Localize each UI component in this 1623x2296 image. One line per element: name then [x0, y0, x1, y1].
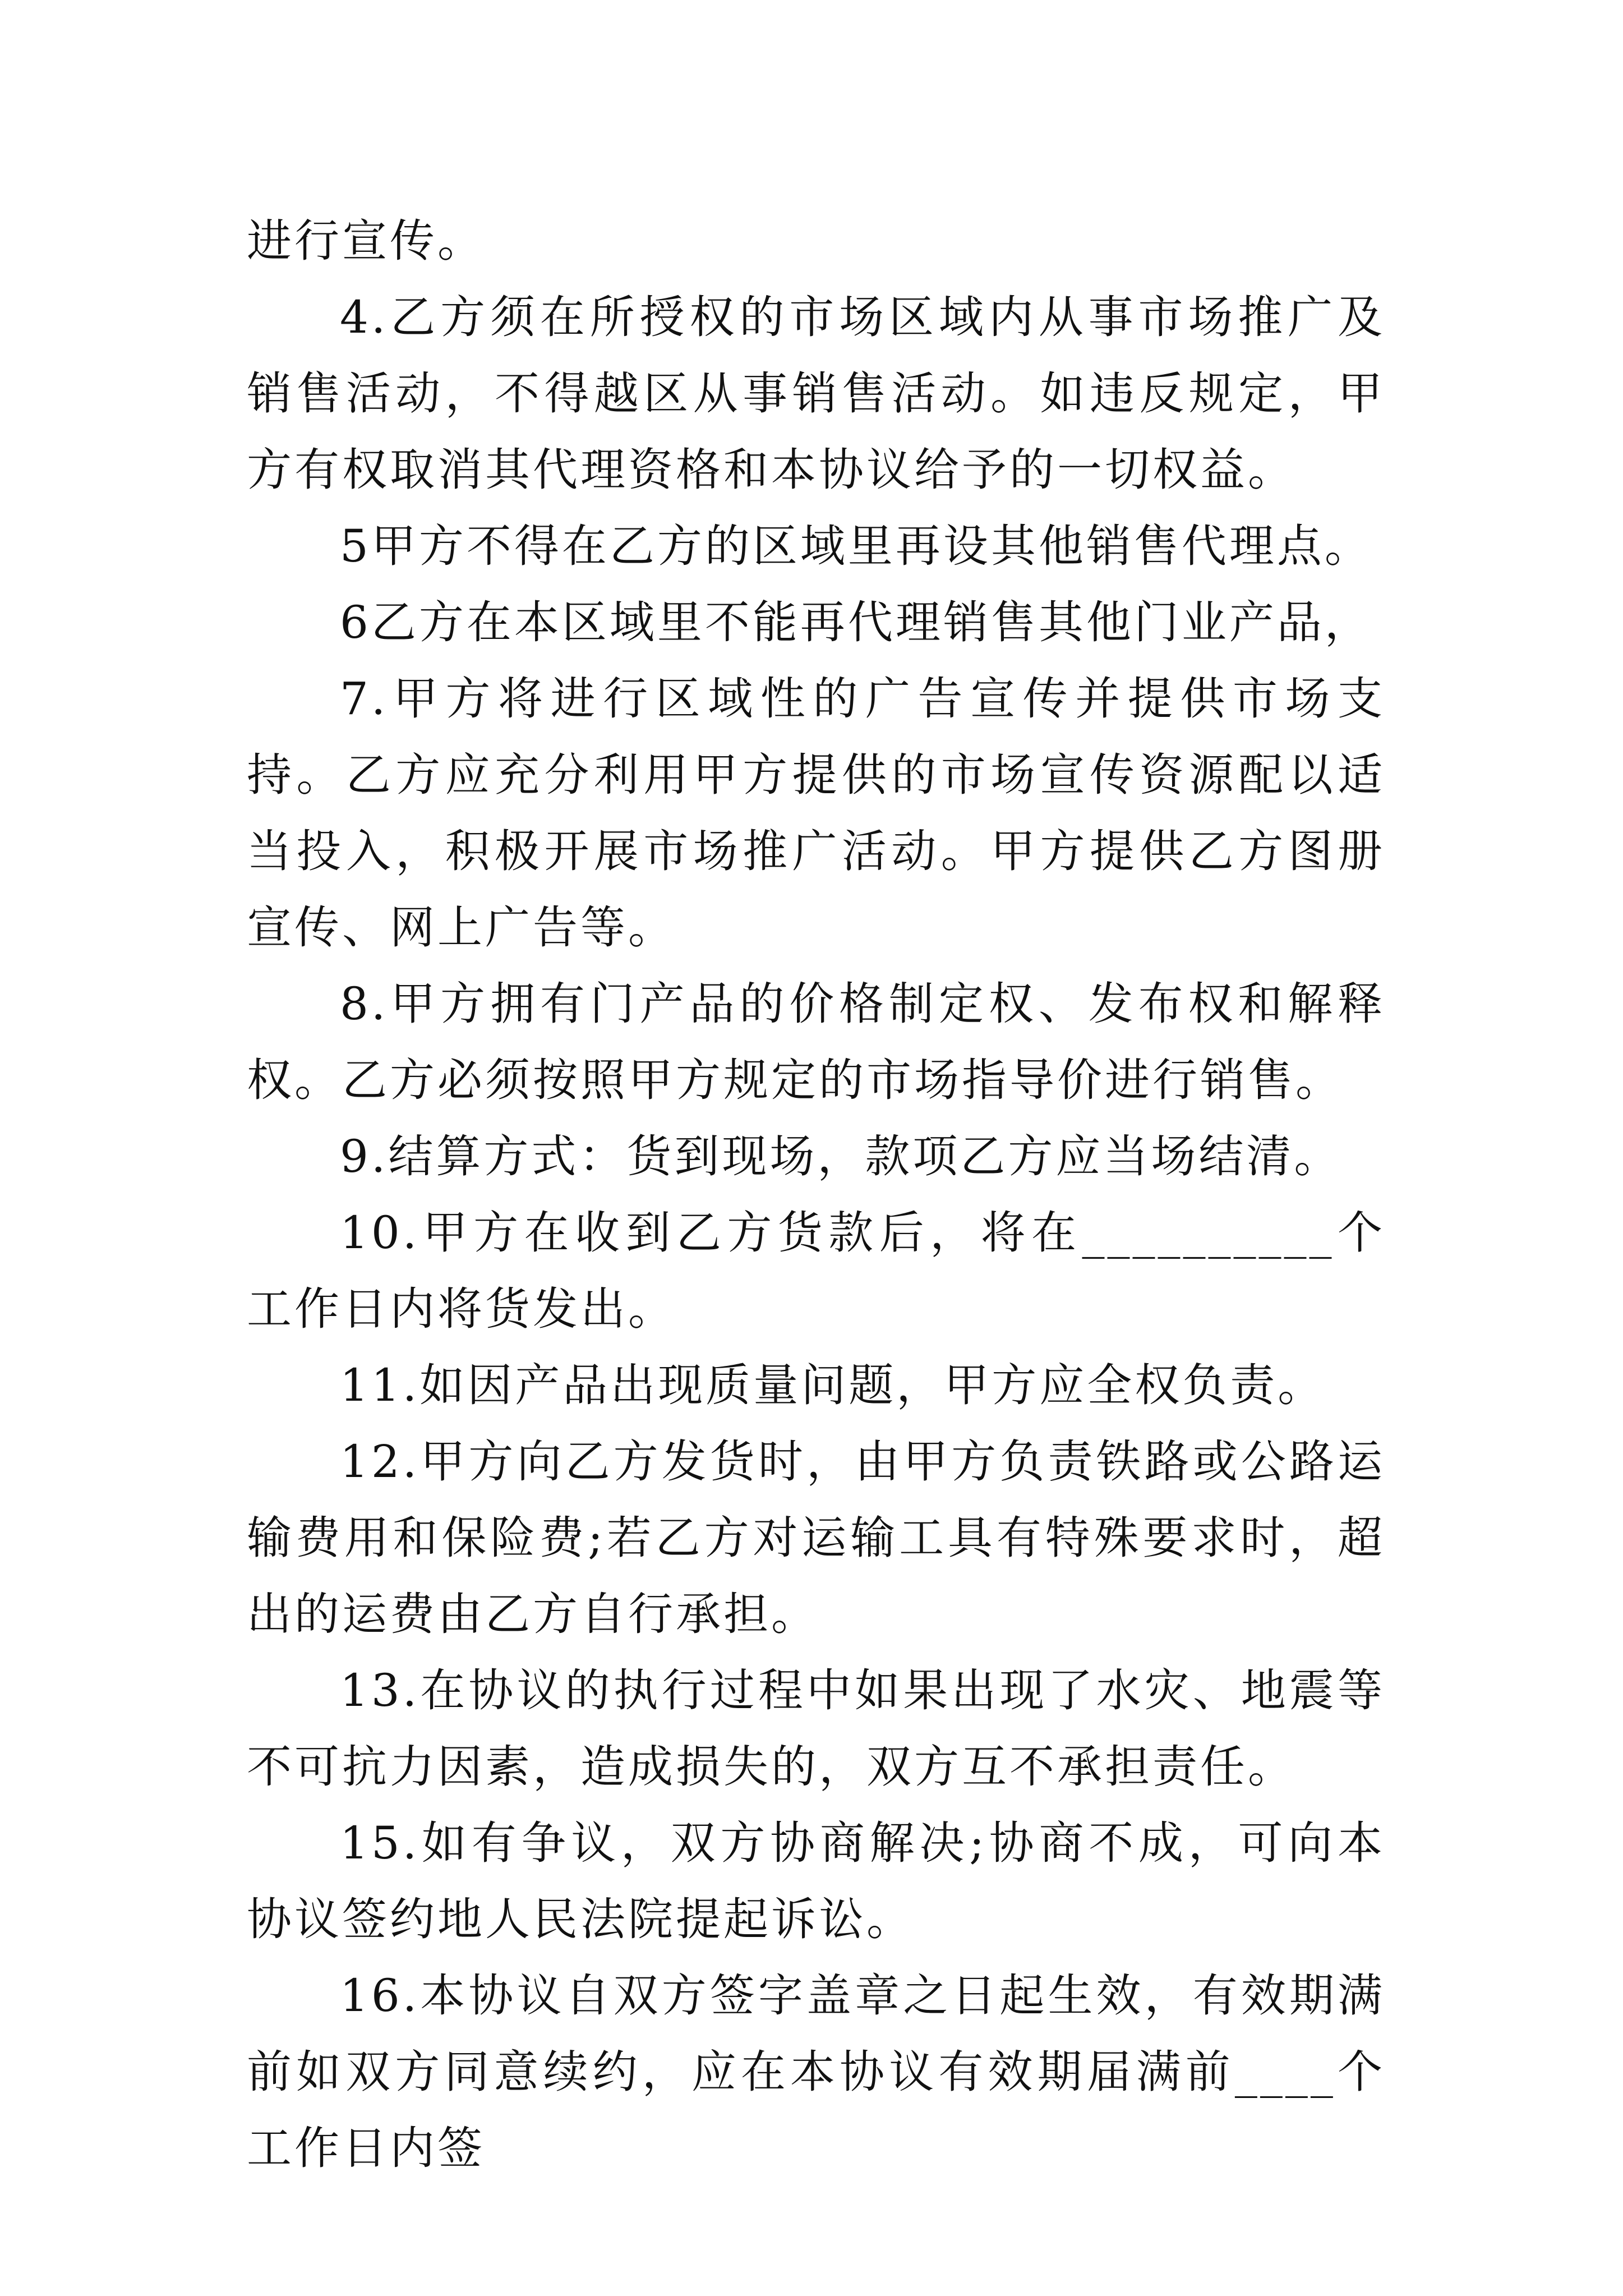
clause-15: 15.如有争议，双方协商解决;协商不成，可向本协议签约地人民法院提起诉讼。: [247, 1817, 1385, 1945]
clause-8: 8.甲方拥有门产品的价格制定权、发布权和解释权。乙方必须按照甲方规定的市场指导价进行销售。: [247, 978, 1385, 1106]
clause-4: 4.乙方须在所授权的市场区域内从事市场推广及销售活动，不得越区从事销售活动。如违反规定，甲方有权取消其代理资格和本协议给予的一切权益。: [247, 291, 1385, 496]
agreement-body: [247, 203, 1385, 2187]
clause-6: 6乙方在本区域里不能再代理销售其他门业产品，: [340, 596, 1372, 648]
clause-7: 7.甲方将进行区域性的广告宣传并提供市场支持。乙方应充分利用甲方提供的市场宣传资源配以适当投入，积极开展市场推广活动。甲方提供乙方图册宣传、网上广告等。: [247, 673, 1385, 954]
clause-16: 16.本协议自双方签字盖章之日起生效，有效期满前如双方同意续约，应在本协议有效期届满前____个工作日内签: [247, 1970, 1385, 2174]
clause-11: 11.如因产品出现质量问题，甲方应全权负责。: [340, 1359, 1326, 1411]
clause-9: 9.结算方式：货到现场，款项乙方应当场结清。: [340, 1130, 1342, 1182]
clause-13: 13.在协议的执行过程中如果出现了水灾、地震等不可抗力因素，造成损失的，双方互不承担责任。: [247, 1664, 1385, 1793]
clause-10: 10.甲方在收到乙方货款后，将在__________个工作日内将货发出。: [247, 1207, 1385, 1335]
paragraph-continuation: 进行宣传。: [247, 215, 485, 267]
clause-12: 12.甲方向乙方发货时，由甲方负责铁路或公路运输费用和保险费;若乙方对运输工具有特殊要求时，超出的运费由乙方自行承担。: [247, 1435, 1385, 1640]
clause-5: 5甲方不得在乙方的区域里再设其他销售代理点。: [340, 520, 1372, 572]
